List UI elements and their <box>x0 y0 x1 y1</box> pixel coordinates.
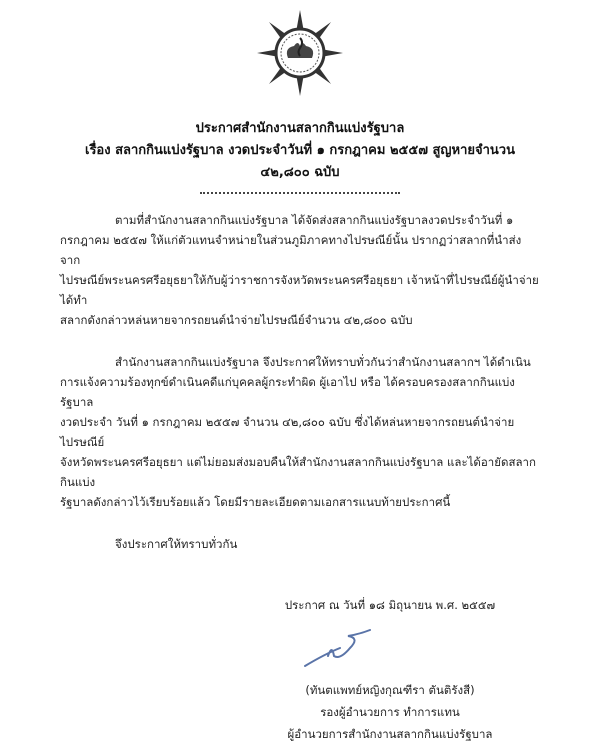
signature-block <box>240 679 540 745</box>
closing-statement: จึงประกาศให้ทราบทั่วกัน <box>115 537 238 551</box>
paragraph-2 <box>60 352 540 512</box>
announcement-title: ประกาศสำนักงานสลากกินแบ่งรัฐบาล <box>195 121 405 136</box>
paragraph1-line: กรกฎาคม ๒๕๕๗ ให้แก่ตัวแทนจำหน่ายในส่วนภูมิภาคทางไปรษณีย์นั้น ปรากฏว่าสลากที่นำส่งจาก <box>60 233 522 267</box>
paragraph2-line: งวดประจำ วันที่ ๑ กรกฎาคม ๒๕๕๗ จำนวน ๔๒,๘๐๐ ฉบับ ซึ่งได้หล่นหายจากรถยนต์นำจ่ายไปรษณีย์ <box>60 415 515 449</box>
paragraph2-line: จังหวัดพระนครศรีอยุธยา แต่ไม่ยอมส่งมอบคืนให้สำนักงานสลากกินแบ่งรัฐบาล และได้อายัดสลากกินแบ่ง <box>60 455 536 489</box>
signatory-office: ผู้อำนวยการสำนักงานสลากกินแบ่งรัฐบาล <box>287 727 493 741</box>
paragraph1-line: ตามที่สำนักงานสลากกินแบ่งรัฐบาล ได้จัดส่งสลากกินแบ่งรัฐบาลงวดประจำวันที่ ๑ <box>115 213 514 227</box>
dotted-separator <box>200 192 400 194</box>
announcement-date: ประกาศ ณ วันที่ ๑๘ มิถุนายน พ.ศ. ๒๕๕๗ <box>284 598 496 612</box>
signatory-position: รองผู้อำนวยการ ทำการแทน <box>320 705 460 719</box>
paragraph-1 <box>60 210 540 330</box>
announcement-body <box>60 118 540 745</box>
government-lottery-office-seal-logo <box>255 8 345 98</box>
paragraph1-line: สลากดังกล่าวหล่นหายจากรถยนต์นำจ่ายไปรษณีย์จำนวน ๔๒,๘๐๐ ฉบับ <box>60 313 413 327</box>
paragraph2-line: สำนักงานสลากกินแบ่งรัฐบาล จึงประกาศให้ทราบทั่วกันว่าสำนักงานสลากฯ ได้ดำเนิน <box>115 355 531 369</box>
paragraph1-line: ไปรษณีย์พระนครศรีอยุธยาให้กับผู้ว่าราชการจังหวัดพระนครศรีอยุธยา เจ้าหน้าที่ไปรษณีย์ผู้นำจ่ายได้ทำ <box>60 273 539 307</box>
signature-image <box>300 626 390 671</box>
signatory-name: (ทันตแพทย์หญิงกุณฑีรา ตันติรังสี) <box>305 683 475 697</box>
announcement-subject: เรื่อง สลากกินแบ่งรัฐบาล งวดประจำวันที่ ๑ กรกฎาคม ๒๕๕๗ สูญหายจำนวน ๔๒,๘๐๐ ฉบับ <box>85 143 515 180</box>
paragraph2-line: รัฐบาลดังกล่าวไว้เรียบร้อยแล้ว โดยมีรายละเอียดตามเอกสารแนบท้ายประกาศนี้ <box>60 495 451 509</box>
paragraph2-line: การแจ้งความร้องทุกข์ดำเนินคดีแก่บุคคลผู้กระทำผิด ผู้เอาไป หรือ ได้ครอบครองสลากกินแบ่งรัฐบาล <box>60 375 515 409</box>
